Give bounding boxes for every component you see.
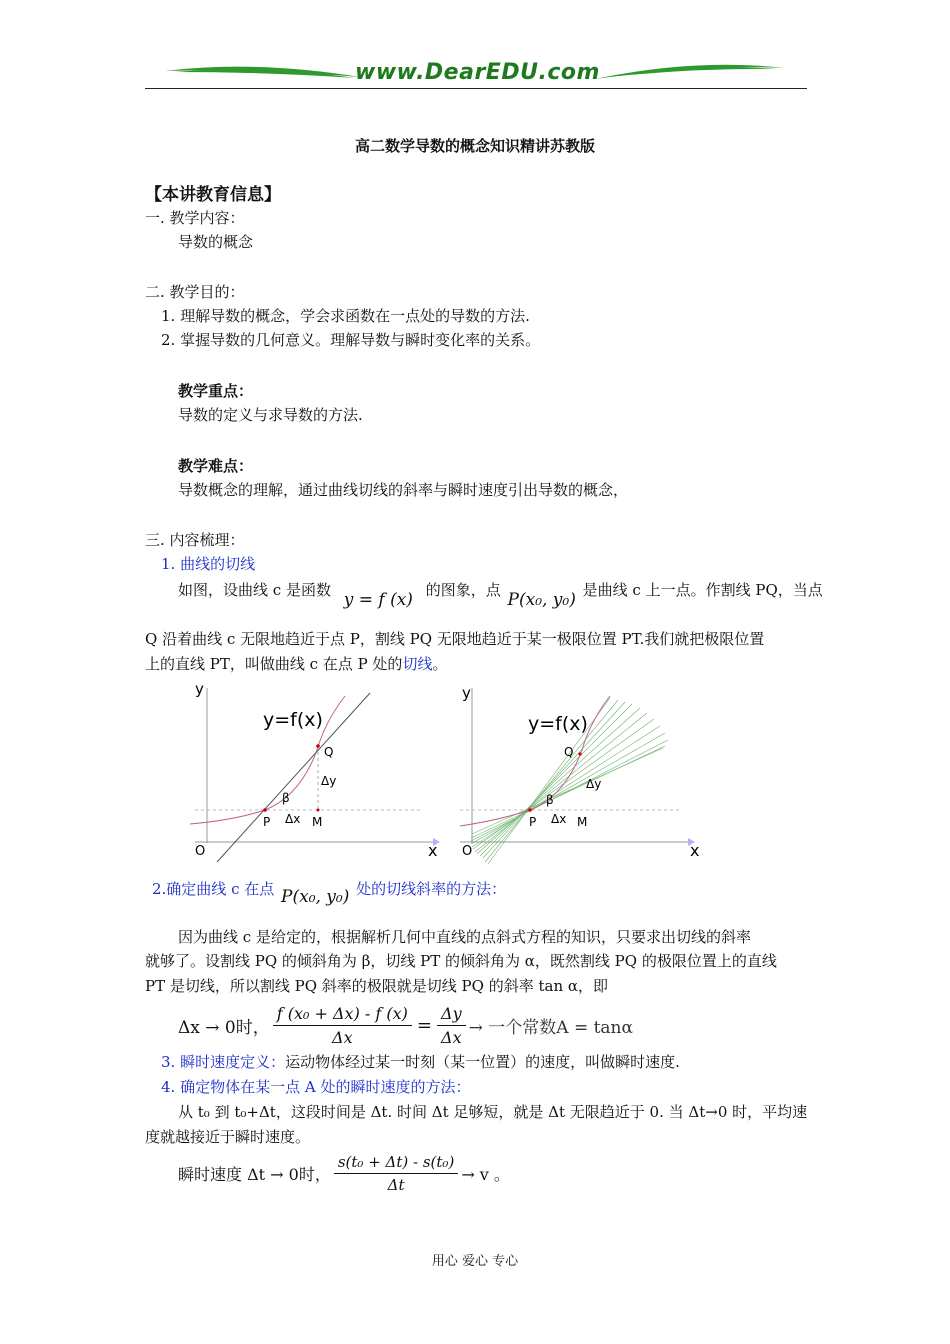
p1-line3-c: 。 (432, 655, 448, 673)
p1-formula-P: P(x₀, y₀) (507, 590, 576, 610)
fig1-M: M (312, 815, 323, 829)
difficulty-body: 导数概念的理解，通过曲线切线的斜率与瞬时速度引出导数的概念， (178, 481, 629, 499)
topic-3 (161, 1051, 680, 1072)
p4-line1: 从 t₀ 到 t₀+Δt，这段时间是 Δt. 时间 Δt 足够短，就是 Δt 无限趋近于 0. 当 Δt→0 时，平均速 (178, 1103, 808, 1121)
t3-title: 3. 瞬时速度定义： (161, 1053, 286, 1071)
f2-denominator: Δt (387, 1175, 405, 1194)
f1-rhs: → 一个常数A = tanα (468, 1017, 633, 1038)
f1-fraction-1 (273, 1004, 412, 1047)
p2-line2: 就够了。设割线 PQ 的倾斜角为 β，切线 PT 的倾斜角为 α，既然割线 PQ 的极限位置上的直线 (145, 952, 777, 970)
p2-line3: PT 是切线，所以割线 PQ 斜率的极限就是切线 PQ 的斜率 tan α，即 (145, 977, 609, 995)
p1-line2: Q 沿着曲线 c 无限地趋近于点 P，割线 PQ 无限地趋近于某一极限位置 PT.我们就把极限位置 (145, 630, 765, 648)
t2-text-a: 2.确定曲线 c 在点 (152, 880, 275, 898)
p1-text-c: 是曲线 c 上一点。作割线 PQ，当点 (582, 581, 823, 599)
p1-tangent-term: 切线 (402, 655, 433, 673)
p1-line1 (178, 579, 823, 610)
fig1-origin: O (195, 844, 206, 859)
formula-slope-limit (178, 1000, 633, 1050)
fig2-y-label: y (462, 684, 471, 702)
p1-text-a: 如图，设曲线 c 是函数 (178, 581, 331, 599)
fig2-M: M (577, 815, 588, 829)
p1-text-b: 的图象，点 (425, 581, 501, 599)
fig1-P: P (263, 815, 271, 829)
header-logo (145, 58, 807, 92)
site-url: www.DearEDU.com (355, 60, 600, 85)
s1-body: 导数的概念 (178, 233, 254, 251)
formula-instant-velocity (178, 1148, 510, 1198)
key-body: 导数的定义与求导数的方法. (178, 406, 363, 424)
figure-tangent-fan (450, 678, 705, 868)
fig2-origin: O (462, 844, 473, 859)
fig1-dx: Δx (285, 812, 301, 826)
figure-secant (185, 678, 438, 868)
fig1-Q: Q (324, 745, 334, 759)
f2-rhs: → v 。 (461, 1164, 510, 1184)
fig2-func-label: y=f(x) (528, 713, 588, 735)
fig2-beta: β (546, 793, 554, 807)
f1-numerator: f (x₀ + Δx) - f (x) (273, 1004, 412, 1026)
p1-line3 (145, 653, 447, 674)
page-footer: 用心 爱心 专心 (431, 1254, 519, 1269)
f1-denominator: Δx (332, 1027, 353, 1047)
f2-numerator: s(t₀ + Δt) - s(t₀) (334, 1153, 458, 1174)
topic-2-title (152, 878, 507, 907)
f1-lhs: Δx → 0时， (178, 1017, 270, 1038)
difficulty-title: 教学难点： (178, 457, 254, 475)
header-rule (145, 88, 807, 89)
p2-line1: 因为曲线 c 是给定的，根据解析几何中直线的点斜式方程的知识，只要求出切线的斜率 (178, 928, 751, 946)
fig2-dx: Δx (551, 812, 567, 826)
f2-fraction (334, 1153, 458, 1194)
s2-item-2: 2. 掌握导数的几何意义。理解导数与瞬时变化率的关系。 (161, 331, 541, 349)
topic-1-title: 1. 曲线的切线 (161, 555, 256, 573)
f1-denominator-2: Δx (441, 1027, 462, 1047)
f1-numerator-2: Δy (437, 1004, 466, 1026)
section-heading: 【本讲教育信息】 (145, 185, 281, 205)
fig2-dy: Δy (586, 777, 602, 791)
page-title: 高二数学导数的概念知识精讲苏教版 (354, 137, 595, 155)
t2-formula-P: P(x₀, y₀) (281, 887, 350, 907)
s3-title: 三. 内容梳理： (145, 531, 245, 549)
fig1-x-label: x (428, 841, 438, 860)
s1-title: 一. 教学内容： (145, 209, 245, 227)
fig1-y-label: y (195, 680, 204, 698)
topic-4-title: 4. 确定物体在某一点 A 处的瞬时速度的方法： (161, 1078, 471, 1096)
s2-item-1: 1. 理解导数的概念，学会求函数在一点处的导数的方法. (161, 307, 530, 325)
key-title: 教学重点： (178, 382, 254, 400)
fig1-dy: Δy (321, 774, 337, 788)
t2-text-b: 处的切线斜率的方法： (356, 880, 507, 898)
fig2-x-label: x (690, 841, 700, 860)
p1-formula-fx: y = f (x) (343, 590, 413, 610)
f1-eq: = (416, 1014, 433, 1036)
t3-body: 运动物体经过某一时刻（某一位置）的速度，叫做瞬时速度. (285, 1053, 680, 1071)
s2-title: 二. 教学目的： (145, 283, 245, 301)
p4-line2: 度就越接近于瞬时速度。 (145, 1128, 311, 1146)
fig1-func-label: y=f(x) (263, 709, 323, 731)
f2-lhs: 瞬时速度 Δt → 0时， (178, 1164, 331, 1184)
fig2-P: P (529, 815, 537, 829)
fig2-Q: Q (564, 745, 574, 759)
p1-line3-a: 上的直线 PT，叫做曲线 c 在点 P 处的 (145, 655, 403, 673)
f1-fraction-2 (437, 1004, 466, 1047)
fig1-beta: β (282, 791, 290, 805)
